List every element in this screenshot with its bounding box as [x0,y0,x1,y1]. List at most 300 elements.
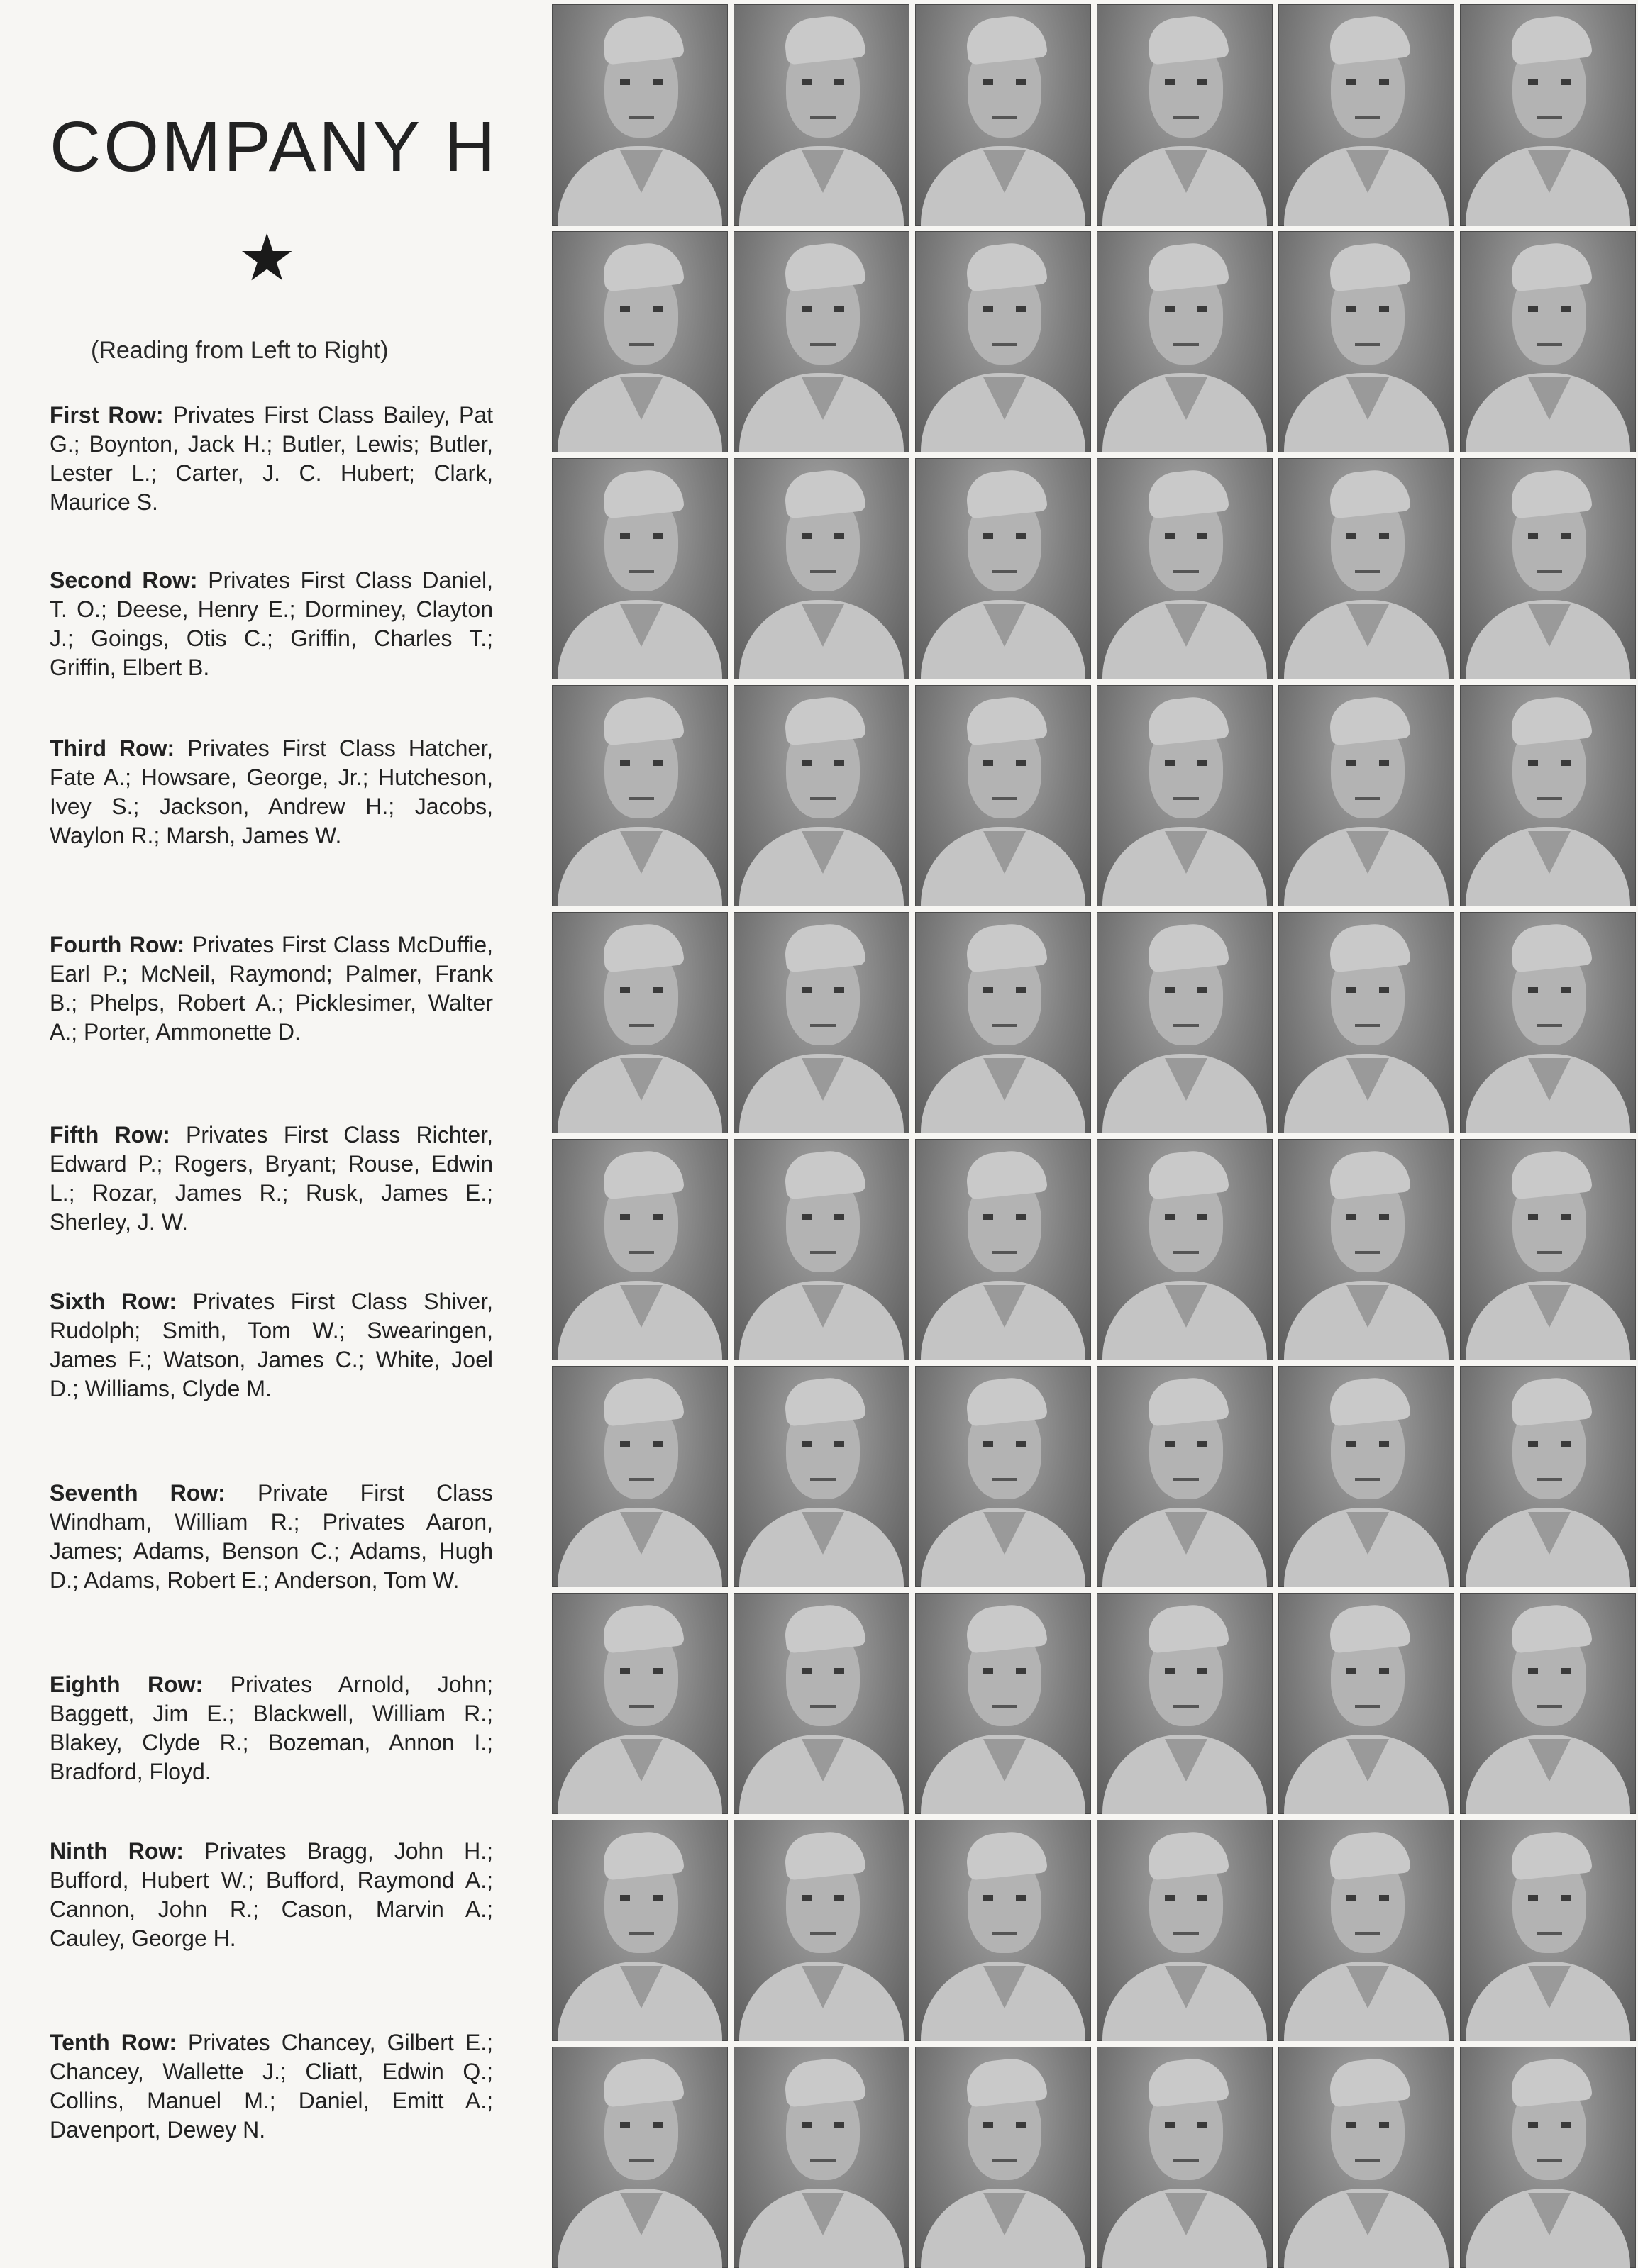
mouth [992,343,1017,346]
row-caption-heading: Sixth Row: [50,1289,177,1314]
eyes [1346,1441,1389,1447]
mouth [810,116,836,119]
garrison-cap [1327,694,1411,745]
uniform-collar [983,2193,1026,2235]
portrait-photo [734,1593,909,1814]
portrait-photo [915,1593,1091,1814]
eyes [1528,306,1571,312]
garrison-cap [601,2055,685,2107]
garrison-cap [1509,13,1593,65]
mouth [1537,343,1562,346]
mouth [1537,1478,1562,1481]
mouth [992,1024,1017,1027]
eyes [802,987,844,993]
eyes [1346,79,1389,85]
mouth [629,797,654,800]
uniform-collar [983,1285,1026,1328]
eyes [1346,987,1389,993]
mouth [992,570,1017,573]
eyes [1528,760,1571,766]
portrait-photo [1460,1820,1636,2041]
mouth [992,1932,1017,1935]
garrison-cap [1327,13,1411,65]
portrait-photo [1097,1139,1273,1360]
uniform-collar [620,1058,663,1101]
mouth [810,1024,836,1027]
uniform-collar [1528,1285,1571,1328]
mouth [1537,2159,1562,2162]
row-caption-heading: Seventh Row: [50,1480,226,1506]
uniform-collar [1165,1058,1207,1101]
mouth [1537,1024,1562,1027]
row-caption-names: Privates First Class Hatcher, Fate A.; Howsare, George, Jr.; Hutcheson, Ivey S.; Jackson, Andrew H.; Jacobs, Waylon R.; Marsh, James W. [50,735,494,848]
uniform-collar [620,604,663,647]
uniform-collar [1346,831,1389,874]
portrait-photo [1278,231,1454,452]
eyes [983,1895,1026,1901]
garrison-cap [964,1828,1048,1880]
mouth [1173,797,1199,800]
eyes [620,760,663,766]
mouth [1537,797,1562,800]
garrison-cap [964,1147,1048,1199]
uniform-collar [1165,604,1207,647]
eyes [1165,760,1207,766]
portrait-photo [1460,1139,1636,1360]
eyes [1346,2122,1389,2128]
garrison-cap [964,13,1048,65]
page-title: COMPANY H [50,107,499,187]
mouth [1173,1932,1199,1935]
uniform-collar [802,1058,844,1101]
row-caption-names: Privates First Class McDuffie, Earl P.; McNeil, Raymond; Palmer, Frank B.; Phelps, Robert A.; Picklesimer, Walter A.; Porter, Ammonette D. [50,932,493,1045]
row-caption [50,1837,493,1953]
uniform-collar [1528,1058,1571,1101]
eyes [1528,1668,1571,1674]
eyes [1346,1214,1389,1220]
mouth [992,1251,1017,1254]
eyes [802,533,844,539]
garrison-cap [601,1147,685,1199]
mouth [810,1251,836,1254]
uniform-collar [983,1058,1026,1101]
portrait-photo [734,1139,909,1360]
garrison-cap [1509,1828,1593,1880]
eyes [1528,533,1571,539]
garrison-cap [782,694,866,745]
uniform-collar [802,2193,844,2235]
uniform-collar [1528,377,1571,420]
portrait-photo [552,685,728,906]
eyes [1165,1668,1207,1674]
eyes [983,1214,1026,1220]
mouth [629,1705,654,1708]
mouth [1355,2159,1380,2162]
uniform-collar [802,377,844,420]
uniform-collar [620,377,663,420]
uniform-collar [1346,150,1389,193]
garrison-cap [1509,240,1593,291]
garrison-cap [1146,1601,1229,1653]
portrait-photo [1278,458,1454,679]
garrison-cap [782,13,866,65]
garrison-cap [601,13,685,65]
garrison-cap [1327,240,1411,291]
uniform-collar [802,1285,844,1328]
mouth [1537,1251,1562,1254]
uniform-collar [1346,1512,1389,1555]
eyes [983,1441,1026,1447]
uniform-collar [620,150,663,193]
mouth [1173,570,1199,573]
eyes [802,1895,844,1901]
portrait-photo [1097,4,1273,226]
garrison-cap [1327,1374,1411,1426]
garrison-cap [1327,1828,1411,1880]
portrait-photo [1097,1820,1273,2041]
eyes [1346,533,1389,539]
eyes [1165,1895,1207,1901]
uniform-collar [1346,1058,1389,1101]
mouth [1537,116,1562,119]
eyes [983,987,1026,993]
portrait-photo [1278,1820,1454,2041]
garrison-cap [1327,2055,1411,2107]
portrait-photo [552,2047,728,2268]
row-caption [50,2028,493,2145]
portrait-photo [734,1366,909,1587]
row-caption [50,401,493,517]
reading-note: (Reading from Left to Right) [91,337,389,364]
portrait-photo [552,912,728,1133]
uniform-collar [1165,1966,1207,2008]
eyes [1346,1668,1389,1674]
roster-caption-column [50,0,499,2196]
mouth [810,2159,836,2162]
row-caption-heading: Fourth Row: [50,932,185,957]
portrait-photo [1097,1593,1273,1814]
row-caption-heading: Third Row: [50,735,175,761]
eyes [1528,79,1571,85]
portrait-photo [915,1139,1091,1360]
uniform-collar [1528,2193,1571,2235]
row-caption-names: Privates First Class Richter, Edward P.; Rogers, Bryant; Rouse, Edwin L.; Rozar, James R.; Rusk, James E.; Sherley, J. W. [50,1122,494,1235]
portrait-photo [552,1593,728,1814]
portrait-photo [1460,1366,1636,1587]
portrait-photo [1278,1139,1454,1360]
eyes [983,1668,1026,1674]
eyes [1165,1441,1207,1447]
uniform-collar [1165,1512,1207,1555]
uniform-collar [983,1966,1026,2008]
garrison-cap [782,1601,866,1653]
mouth [810,1705,836,1708]
row-caption [50,566,493,682]
row-caption [50,734,493,850]
portrait-photo [1097,912,1273,1133]
garrison-cap [1146,2055,1229,2107]
mouth [629,116,654,119]
uniform-collar [620,1512,663,1555]
uniform-collar [1346,1966,1389,2008]
portrait-photo [1460,231,1636,452]
row-caption [50,1479,493,1595]
garrison-cap [601,467,685,518]
mouth [1173,1251,1199,1254]
eyes [983,79,1026,85]
portrait-photo [915,1366,1091,1587]
eyes [802,2122,844,2128]
mouth [810,1478,836,1481]
eyes [620,533,663,539]
uniform-collar [1528,1966,1571,2008]
garrison-cap [964,921,1048,972]
garrison-cap [1509,694,1593,745]
eyes [1165,533,1207,539]
eyes [1165,2122,1207,2128]
uniform-collar [1165,2193,1207,2235]
portrait-photo [552,231,728,452]
portrait-photo [1460,4,1636,226]
mouth [1537,1932,1562,1935]
star-icon: ★ [238,222,297,294]
uniform-collar [620,831,663,874]
mouth [992,1478,1017,1481]
mouth [1355,116,1380,119]
garrison-cap [964,1374,1048,1426]
uniform-collar [1165,1285,1207,1328]
mouth [992,116,1017,119]
portrait-photo [1278,1366,1454,1587]
uniform-collar [620,2193,663,2235]
portrait-photo [1097,458,1273,679]
eyes [620,79,663,85]
uniform-collar [802,1739,844,1781]
garrison-cap [1509,1374,1593,1426]
row-caption [50,1121,493,1237]
garrison-cap [1146,921,1229,972]
portrait-photo [552,1139,728,1360]
mouth [629,570,654,573]
eyes [1528,1214,1571,1220]
garrison-cap [1509,921,1593,972]
portrait-photo [734,1820,909,2041]
eyes [802,1441,844,1447]
mouth [810,343,836,346]
uniform-collar [983,604,1026,647]
row-caption-names: Private First Class Windham, William R.; Privates Aaron, James; Adams, Benson C.; Adams, Hugh D.; Adams, Robert E.; Anderson, Tom W. [50,1480,493,1593]
eyes [620,1895,663,1901]
row-caption-names: Privates First Class Daniel, T. O.; Deese, Henry E.; Dorminey, Clayton J.; Goings, Otis C.; Griffin, Charles T.; Griffin, Elbert B. [50,567,494,680]
portrait-photo [915,912,1091,1133]
mouth [1173,116,1199,119]
mouth [1355,1705,1380,1708]
uniform-collar [1528,831,1571,874]
portrait-photo [734,912,909,1133]
portrait-photo [552,4,728,226]
uniform-collar [1528,1512,1571,1555]
eyes [1346,306,1389,312]
eyes [620,987,663,993]
portrait-photo [1278,2047,1454,2268]
garrison-cap [1327,1601,1411,1653]
portrait-photo [915,685,1091,906]
portrait-photo [915,4,1091,226]
eyes [1528,1895,1571,1901]
uniform-collar [802,831,844,874]
uniform-collar [1528,1739,1571,1781]
garrison-cap [1327,467,1411,518]
portrait-photo [1460,685,1636,906]
mouth [992,797,1017,800]
garrison-cap [1146,694,1229,745]
mouth [1173,1705,1199,1708]
mouth [1355,343,1380,346]
mouth [1355,1478,1380,1481]
mouth [1537,570,1562,573]
uniform-collar [802,604,844,647]
mouth [1355,570,1380,573]
mouth [810,570,836,573]
uniform-collar [1346,377,1389,420]
uniform-collar [1528,604,1571,647]
portrait-photo [1097,685,1273,906]
garrison-cap [601,1601,685,1653]
uniform-collar [620,1285,663,1328]
mouth [1355,1024,1380,1027]
uniform-collar [1346,1285,1389,1328]
eyes [983,2122,1026,2128]
garrison-cap [601,240,685,291]
portrait-photo [915,2047,1091,2268]
garrison-cap [1146,467,1229,518]
mouth [1355,1932,1380,1935]
garrison-cap [1146,240,1229,291]
portrait-photo [552,1366,728,1587]
garrison-cap [782,240,866,291]
row-caption-names: Privates First Class Shiver, Rudolph; Smith, Tom W.; Swearingen, James F.; Watson, James C.; White, Joel D.; Williams, Clyde M. [50,1289,494,1401]
mouth [992,2159,1017,2162]
uniform-collar [620,1966,663,2008]
uniform-collar [1165,377,1207,420]
portrait-photo [734,458,909,679]
mouth [629,1932,654,1935]
garrison-cap [782,1147,866,1199]
row-caption-heading: Tenth Row: [50,2030,177,2055]
eyes [620,1214,663,1220]
garrison-cap [1509,1147,1593,1199]
eyes [983,760,1026,766]
row-caption [50,1287,493,1403]
uniform-collar [983,1512,1026,1555]
mouth [810,797,836,800]
eyes [1165,987,1207,993]
eyes [802,760,844,766]
portrait-photo [915,458,1091,679]
uniform-collar [802,1512,844,1555]
mouth [1173,343,1199,346]
mouth [629,2159,654,2162]
portrait-photo [1460,912,1636,1133]
uniform-collar [1346,604,1389,647]
eyes [802,79,844,85]
garrison-cap [1146,1828,1229,1880]
uniform-collar [1346,1739,1389,1781]
uniform-collar [983,377,1026,420]
garrison-cap [782,1828,866,1880]
uniform-collar [1346,2193,1389,2235]
mouth [629,343,654,346]
mouth [629,1251,654,1254]
row-caption-heading: Eighth Row: [50,1672,204,1697]
mouth [1537,1705,1562,1708]
garrison-cap [1509,1601,1593,1653]
portrait-photo [552,1820,728,2041]
portrait-photo [1097,1366,1273,1587]
uniform-collar [1528,150,1571,193]
garrison-cap [601,694,685,745]
row-caption-heading: Second Row: [50,567,198,593]
row-caption-names: Privates Arnold, John; Baggett, Jim E.; Blackwell, William R.; Blakey, Clyde R.; Bozeman, Annon I.; Bradford, Floyd. [50,1672,494,1784]
garrison-cap [782,467,866,518]
uniform-collar [1165,831,1207,874]
eyes [620,1441,663,1447]
portrait-photo [734,4,909,226]
portrait-photo [1278,4,1454,226]
garrison-cap [782,1374,866,1426]
mouth [1173,1024,1199,1027]
portrait-photo [1097,2047,1273,2268]
garrison-cap [1327,921,1411,972]
portrait-photo [1278,1593,1454,1814]
uniform-collar [620,1739,663,1781]
garrison-cap [601,921,685,972]
portrait-photo [915,1820,1091,2041]
garrison-cap [1509,467,1593,518]
eyes [1346,760,1389,766]
portrait-photo [1460,2047,1636,2268]
mouth [810,1932,836,1935]
uniform-collar [802,150,844,193]
portrait-photo [1460,1593,1636,1814]
eyes [1346,1895,1389,1901]
eyes [802,1214,844,1220]
garrison-cap [964,694,1048,745]
garrison-cap [601,1828,685,1880]
garrison-cap [1509,2055,1593,2107]
portrait-photo [734,231,909,452]
garrison-cap [1327,1147,1411,1199]
portrait-photo [1278,685,1454,906]
eyes [983,306,1026,312]
row-caption-names: Privates Bragg, John H.; Bufford, Hubert W.; Bufford, Raymond A.; Cannon, John R.; Cason, Marvin A.; Cauley, George H. [50,1838,494,1951]
garrison-cap [601,1374,685,1426]
uniform-collar [1165,150,1207,193]
portrait-photo [1278,912,1454,1133]
portrait-photo [552,458,728,679]
mouth [629,1024,654,1027]
garrison-cap [964,2055,1048,2107]
garrison-cap [1146,1147,1229,1199]
portrait-photo [915,231,1091,452]
mouth [1355,1251,1380,1254]
eyes [1528,1441,1571,1447]
mouth [1173,1478,1199,1481]
eyes [802,1668,844,1674]
garrison-cap [782,2055,866,2107]
garrison-cap [782,921,866,972]
garrison-cap [964,240,1048,291]
